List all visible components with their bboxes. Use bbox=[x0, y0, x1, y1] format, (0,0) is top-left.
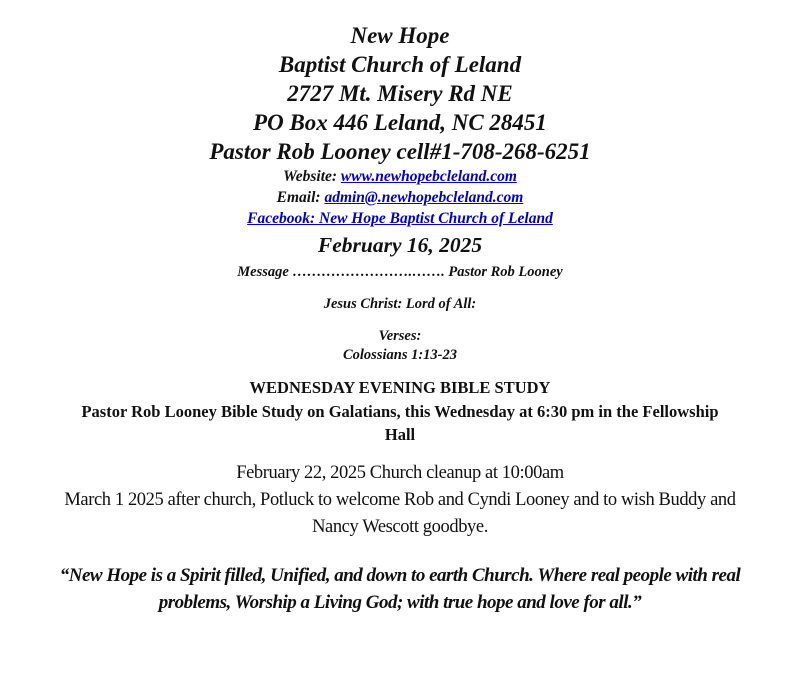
email-label: Email: bbox=[276, 189, 325, 206]
verses-label: Verses: bbox=[378, 328, 422, 344]
service-date: February 16, 2025 bbox=[317, 233, 483, 257]
street-address: 2727 Mt. Misery Rd NE bbox=[287, 81, 513, 106]
facebook-line bbox=[0, 209, 800, 229]
verses-reference: Colossians 1:13-23 bbox=[342, 347, 457, 363]
sermon-title: Jesus Christ: Lord of All: bbox=[323, 296, 477, 312]
website-line bbox=[0, 167, 800, 187]
mission-quote-line-1: “New Hope is a Spirit filled, Unified, and down to earth Church. Where real people with real bbox=[59, 565, 741, 586]
website-label: Website: bbox=[283, 168, 341, 185]
pastor-contact: Pastor Rob Looney cell#1-708-268-6251 bbox=[209, 139, 591, 164]
message-line: Message …………………….……. Pastor Rob Looney bbox=[237, 264, 563, 280]
announcement-line-1: February 22, 2025 Church cleanup at 10:00am bbox=[236, 463, 564, 483]
bible-study-details-line-1: Pastor Rob Looney Bible Study on Galatians, this Wednesday at 6:30 pm in the Fellowship bbox=[81, 402, 719, 421]
announcement-line-3: Nancy Wescott goodbye. bbox=[312, 517, 488, 537]
bible-study-details-line-2: Hall bbox=[384, 425, 416, 444]
website-link[interactable]: www.newhopebcleland.com bbox=[340, 168, 517, 185]
email-line bbox=[0, 188, 800, 208]
po-box-address: PO Box 446 Leland, NC 28451 bbox=[253, 110, 547, 135]
mission-quote-line-2: problems, Worship a Living God; with true hope and love for all.” bbox=[158, 592, 642, 613]
church-name-line-1: New Hope bbox=[350, 23, 450, 48]
church-name-line-2: Baptist Church of Leland bbox=[278, 52, 522, 77]
facebook-link[interactable]: Facebook: New Hope Baptist Church of Leland bbox=[247, 210, 553, 227]
bible-study-heading: WEDNESDAY EVENING BIBLE STUDY bbox=[249, 378, 551, 397]
announcement-line-2: March 1 2025 after church, Potluck to welcome Rob and Cyndi Looney and to wish Buddy and bbox=[64, 490, 736, 510]
email-link[interactable]: admin@.newhopebcleland.com bbox=[324, 189, 524, 206]
